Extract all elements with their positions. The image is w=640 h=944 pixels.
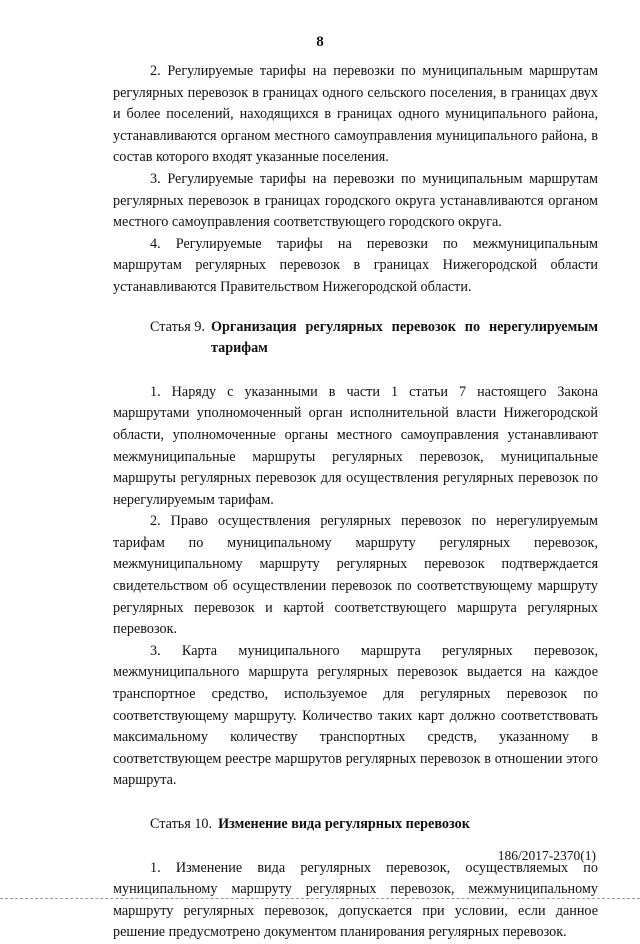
document-code: 186/2017-2370(1) [497, 848, 596, 863]
article-number: Статья 10. [150, 816, 213, 832]
paragraph: 2. Право осуществления регулярных перевозок по нерегулируемым тарифам по муниципальному маршруту регулярных перевозок, межмуниципальному маршруту регулярных перевозок подтверждается свидетельством об осуществлении перевозок по соответствующему маршруту регулярных перевозок и картой соответствующего маршрута регулярных перевозок. [113, 513, 598, 638]
paragraph: 1. Изменение вида регулярных перевозок, осуществляемых по муниципальному маршруту регулярных перевозок, межмуниципальному маршруту регулярных перевозок, допускается при условии, если данное решение предусмотрено документом планирования регулярных перевозок. [113, 859, 598, 941]
paragraph: 1. Наряду с указанными в части 1 статьи 7 настоящего Закона маршрутами уполномоченный орган исполнительной власти Нижегородской области, уполномоченные органы местного самоуправления устанавливают межмуниципальные маршруты регулярных перевозок, муниципальные маршруты регулярных перевозок для осуществления регулярных перевозок по нерегулируемым тарифам. [113, 383, 598, 508]
paragraph: 3. Карта муниципального маршрута регулярных перевозок, межмуниципального маршрута регулярных перевозок выдается на каждое транспортное средство, используемое для регулярных перевозок по соответствующему маршруту. Количество таких карт должно соответствовать максимальному количеству транспортных средств, указанному в соответствующем реестре маршрутов регулярных перевозок в отношении этого маршрута. [113, 642, 598, 789]
article-title: Организация регулярных перевозок по нерегулируемым тарифам [210, 318, 598, 357]
paragraph: 2. Регулируемые тарифы на перевозки по муниципальным маршрутам регулярных перевозок в границах одного сельского поселения, в границах двух и более поселений, находящихся в границах одного муниципального района, устанавливаются органом местного самоуправления муниципального района, в состав которого входят указанные поселения. [113, 63, 598, 166]
page-number: 8 [316, 34, 324, 50]
document-body [113, 61, 598, 944]
article-heading [113, 317, 598, 360]
article-number: Статья 9. [150, 318, 205, 335]
article-title: Изменение вида регулярных перевозок [218, 816, 470, 832]
bottom-divider [0, 898, 640, 899]
paragraph: 3. Регулируемые тарифы на перевозки по муниципальным маршрутам регулярных перевозок в границах городского округа устанавливаются органом местного самоуправления соответствующего городского округа. [113, 170, 598, 231]
paragraph: 4. Регулируемые тарифы на перевозки по межмуниципальным маршрутам регулярных перевозок в границах Нижегородской области устанавливаются Правительством Нижегородской области. [113, 235, 598, 295]
article-heading [113, 814, 598, 836]
